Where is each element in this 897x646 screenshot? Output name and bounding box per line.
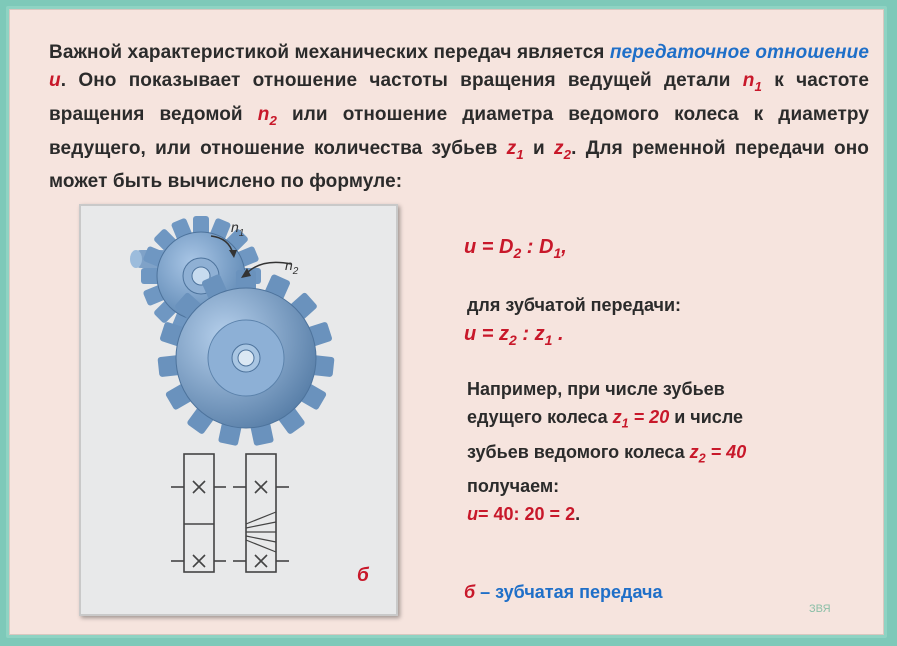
symbol-n1-main: n bbox=[742, 70, 755, 91]
symbol-z1 bbox=[506, 137, 524, 162]
caption-b: б bbox=[464, 582, 476, 602]
result-value: = 40: 20 = 2 bbox=[478, 504, 576, 525]
intro-text-2: . Оно показывает отношение частоты вращения ведущей детали bbox=[60, 70, 743, 91]
ex-z2: z bbox=[689, 441, 699, 462]
f1-part-b: : D bbox=[521, 236, 554, 258]
gear-text: для зубчатой передачи: bbox=[467, 295, 682, 315]
n1-label: $n_1$ bbox=[231, 219, 245, 239]
large-gear bbox=[157, 270, 334, 446]
intro-text-6: . Для ременной передачи оно может быть вычислено по формуле: bbox=[49, 137, 869, 193]
f2-part-b: : z bbox=[516, 323, 545, 345]
symbol-z2 bbox=[554, 137, 572, 162]
figure-label-b: б bbox=[357, 565, 369, 586]
result-u: u bbox=[467, 504, 478, 525]
example-result bbox=[467, 500, 746, 528]
f2-sub-1: 1 bbox=[544, 332, 553, 348]
symbol-n1 bbox=[742, 70, 763, 94]
watermark: ЗВЯ bbox=[809, 603, 831, 615]
n2-label: $n_2$ bbox=[285, 257, 299, 277]
f2-sub-2: 2 bbox=[509, 332, 517, 348]
result-dot: . bbox=[575, 504, 581, 525]
ex-z2-sub: 2 bbox=[698, 451, 706, 466]
intro-text-1: Важной характеристикой механических передач является bbox=[49, 42, 610, 63]
symbol-z1-sub: 1 bbox=[516, 146, 524, 162]
f1-sub-1: 1 bbox=[553, 245, 562, 261]
caption-text: – зубчатая передача bbox=[475, 582, 663, 602]
gear-figure bbox=[79, 204, 398, 616]
figure-caption bbox=[464, 582, 662, 603]
symbol-z1-main: z bbox=[506, 137, 517, 159]
slide bbox=[6, 6, 887, 638]
gear-schematic bbox=[171, 454, 289, 572]
intro-text-5: и bbox=[523, 137, 555, 159]
example-line-2 bbox=[467, 403, 746, 438]
symbol-n2-sub: 2 bbox=[269, 112, 277, 128]
intro-text-4: или отношение диаметра ведомого колеса к диаметру ведущего, или отношение количества зубьев bbox=[49, 103, 869, 159]
ex-z1: z bbox=[612, 407, 622, 427]
term-gear-ratio: передаточное отношение bbox=[609, 42, 869, 63]
gear-illustration bbox=[81, 206, 396, 614]
symbol-u: u bbox=[49, 70, 61, 91]
example-line-4: получаем: bbox=[467, 476, 560, 497]
ex-z1-sub: 1 bbox=[621, 416, 629, 431]
symbol-n2 bbox=[257, 103, 277, 128]
ex-z2-val: = 40 bbox=[705, 441, 747, 462]
f1-part-a: u = D bbox=[464, 236, 514, 258]
intro-text-3: к частоте вращения ведомой bbox=[49, 70, 869, 125]
symbol-n1-sub: 1 bbox=[754, 78, 763, 94]
intro-paragraph bbox=[49, 39, 869, 196]
ex-z1-val: = 20 bbox=[628, 407, 670, 427]
f2-part-a: u = z bbox=[464, 323, 510, 345]
symbol-z2-sub: 2 bbox=[563, 146, 572, 162]
example-line-1: Например, при числе зубьев bbox=[467, 379, 725, 399]
symbol-n2-main: n bbox=[257, 103, 270, 125]
ex-line3-a: зубьев ведомого колеса bbox=[467, 441, 690, 462]
example-block bbox=[467, 375, 746, 528]
example-line-3 bbox=[467, 438, 746, 473]
formula-belt bbox=[464, 233, 567, 267]
formula-gear bbox=[464, 320, 564, 354]
ex-line2-b: и числе bbox=[669, 407, 744, 427]
f1-part-c: , bbox=[561, 236, 567, 258]
f1-sub-2: 2 bbox=[513, 245, 522, 261]
symbol-z2-main: z bbox=[554, 137, 564, 159]
ex-line2-a: едущего колеса bbox=[467, 407, 613, 427]
f2-part-c: . bbox=[552, 323, 564, 345]
